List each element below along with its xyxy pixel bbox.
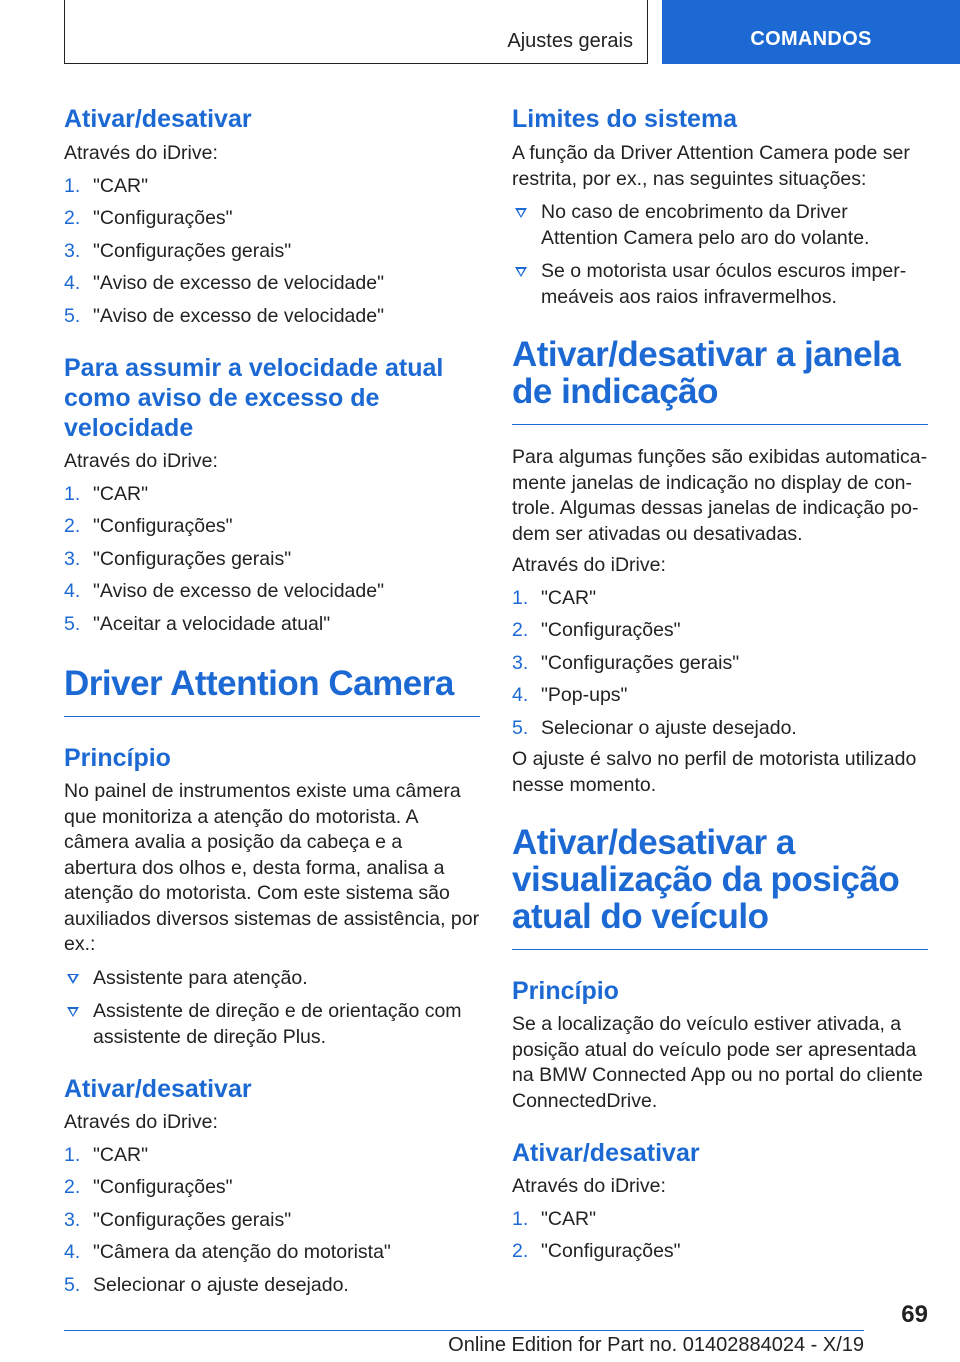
page-number: 69 xyxy=(901,1301,928,1328)
list-item: 5. "Aceitar a velocidade atual" xyxy=(64,612,331,635)
heading-rule xyxy=(512,949,928,950)
chapter-heading: Ativar/desativar a janela de indicação xyxy=(512,335,901,411)
bullet-triangle-icon xyxy=(67,974,79,984)
list-item: 2. "Configurações" xyxy=(64,1176,233,1198)
bullet-triangle-icon xyxy=(515,208,527,218)
section-heading: Para assumir a velocidade atual como aviso de excesso de velocidade xyxy=(64,354,444,442)
list-item: 2. "Configurações" xyxy=(64,207,233,229)
chapter-tab: COMANDOS xyxy=(662,0,960,64)
step-list xyxy=(512,1207,928,1265)
section-heading: Princípio xyxy=(64,744,171,772)
right-column xyxy=(512,100,928,1265)
bullet-triangle-icon xyxy=(515,267,527,277)
list-item: 1. "CAR" xyxy=(64,174,149,197)
list-item: Assistente de direção e de orientação com assistente de direção Plus. xyxy=(64,999,480,1050)
body-text: A função da Driver Attention Camera pode ser restrita, por ex., nas seguintes situações: xyxy=(512,142,910,190)
list-item: 1. "CAR" xyxy=(512,1207,597,1230)
list-item: 5. Selecionar o ajuste desejado. xyxy=(512,716,797,739)
list-item: 5. "Aviso de excesso de velocidade" xyxy=(64,304,384,327)
list-item: 5. Selecionar o ajuste desejado. xyxy=(64,1273,349,1296)
section-heading: Limites do sistema xyxy=(512,105,738,133)
list-item: 2. "Configurações" xyxy=(64,515,233,537)
list-item: 2. "Configurações" xyxy=(512,619,681,641)
list-item: 1. "CAR" xyxy=(512,586,597,609)
step-list xyxy=(64,174,480,330)
left-column xyxy=(64,100,480,1298)
list-item: Assistente para atenção. xyxy=(64,966,480,992)
edition-note: Online Edition for Part no. 01402884024 - X/19 xyxy=(448,1334,864,1356)
footer-rule xyxy=(64,1330,864,1331)
page-header xyxy=(0,0,960,66)
list-item: No caso de encobrimento da Driver Attention Camera pelo aro do volante. xyxy=(512,200,928,251)
step-list xyxy=(512,586,928,742)
list-item: 1. "CAR" xyxy=(64,1143,149,1166)
note-text: O ajuste é salvo no perfil de motorista utilizado nesse momento. xyxy=(512,748,917,796)
body-text: Para algumas funções são exibidas automaticamente janelas de indicação no display de controle. Algumas dessas janelas de indicação podem ser ativadas ou desativadas. xyxy=(512,446,928,545)
intro-text: Através do iDrive: xyxy=(512,554,666,576)
list-item: 3. "Configurações gerais" xyxy=(64,547,292,570)
section-heading: Ativar/desativar xyxy=(64,105,252,133)
section-heading: Princípio xyxy=(512,977,619,1005)
bullet-list xyxy=(512,200,928,310)
bullet-list xyxy=(64,966,480,1051)
bullet-triangle-icon xyxy=(67,1007,79,1017)
step-list xyxy=(64,1143,480,1299)
heading-rule xyxy=(64,716,480,717)
intro-text: Através do iDrive: xyxy=(64,450,218,472)
chapter-heading: Driver Attention Camera xyxy=(64,664,454,703)
step-list xyxy=(64,482,480,638)
intro-text: Através do iDrive: xyxy=(512,1175,666,1197)
list-item: 4. "Pop-ups" xyxy=(512,684,628,706)
list-item: 4. "Câmera da atenção do motorista" xyxy=(64,1241,391,1263)
chapter-heading: Ativar/desativar a visualização da posição atual do veículo xyxy=(512,823,900,936)
list-item: 2. "Configurações" xyxy=(512,1240,681,1262)
section-heading: Ativar/desativar xyxy=(64,1075,252,1103)
heading-rule xyxy=(512,424,928,425)
list-item: 4. "Aviso de excesso de velocidade" xyxy=(64,272,384,294)
section-title: Ajustes gerais xyxy=(507,30,633,52)
body-text: No painel de instrumentos existe uma câmera que monitoriza a atenção do motorista. A câmera avalia a posição da cabeça e a abertura dos olhos e, desta forma, analisa a atenção do motorista. Com este sistema são auxiliados diversos sistemas de assistência, por ex.: xyxy=(64,780,480,955)
list-item: 3. "Configurações gerais" xyxy=(512,651,740,674)
list-item: 4. "Aviso de excesso de velocidade" xyxy=(64,580,384,602)
list-item: Se o motorista usar óculos escuros impermeáveis aos raios infravermelhos. xyxy=(512,259,928,310)
intro-text: Através do iDrive: xyxy=(64,1111,218,1133)
list-item: 3. "Configurações gerais" xyxy=(64,1208,292,1231)
body-text: Se a localização do veículo estiver ativada, a posição atual do veículo pode ser apresentada na BMW Connected App ou no portal do cliente ConnectedDrive. xyxy=(512,1013,923,1112)
list-item: 3. "Configurações gerais" xyxy=(64,239,292,262)
intro-text: Através do iDrive: xyxy=(64,142,218,164)
section-heading: Ativar/desativar xyxy=(512,1139,700,1167)
header-section-box xyxy=(64,0,648,64)
list-item: 1. "CAR" xyxy=(64,482,149,505)
